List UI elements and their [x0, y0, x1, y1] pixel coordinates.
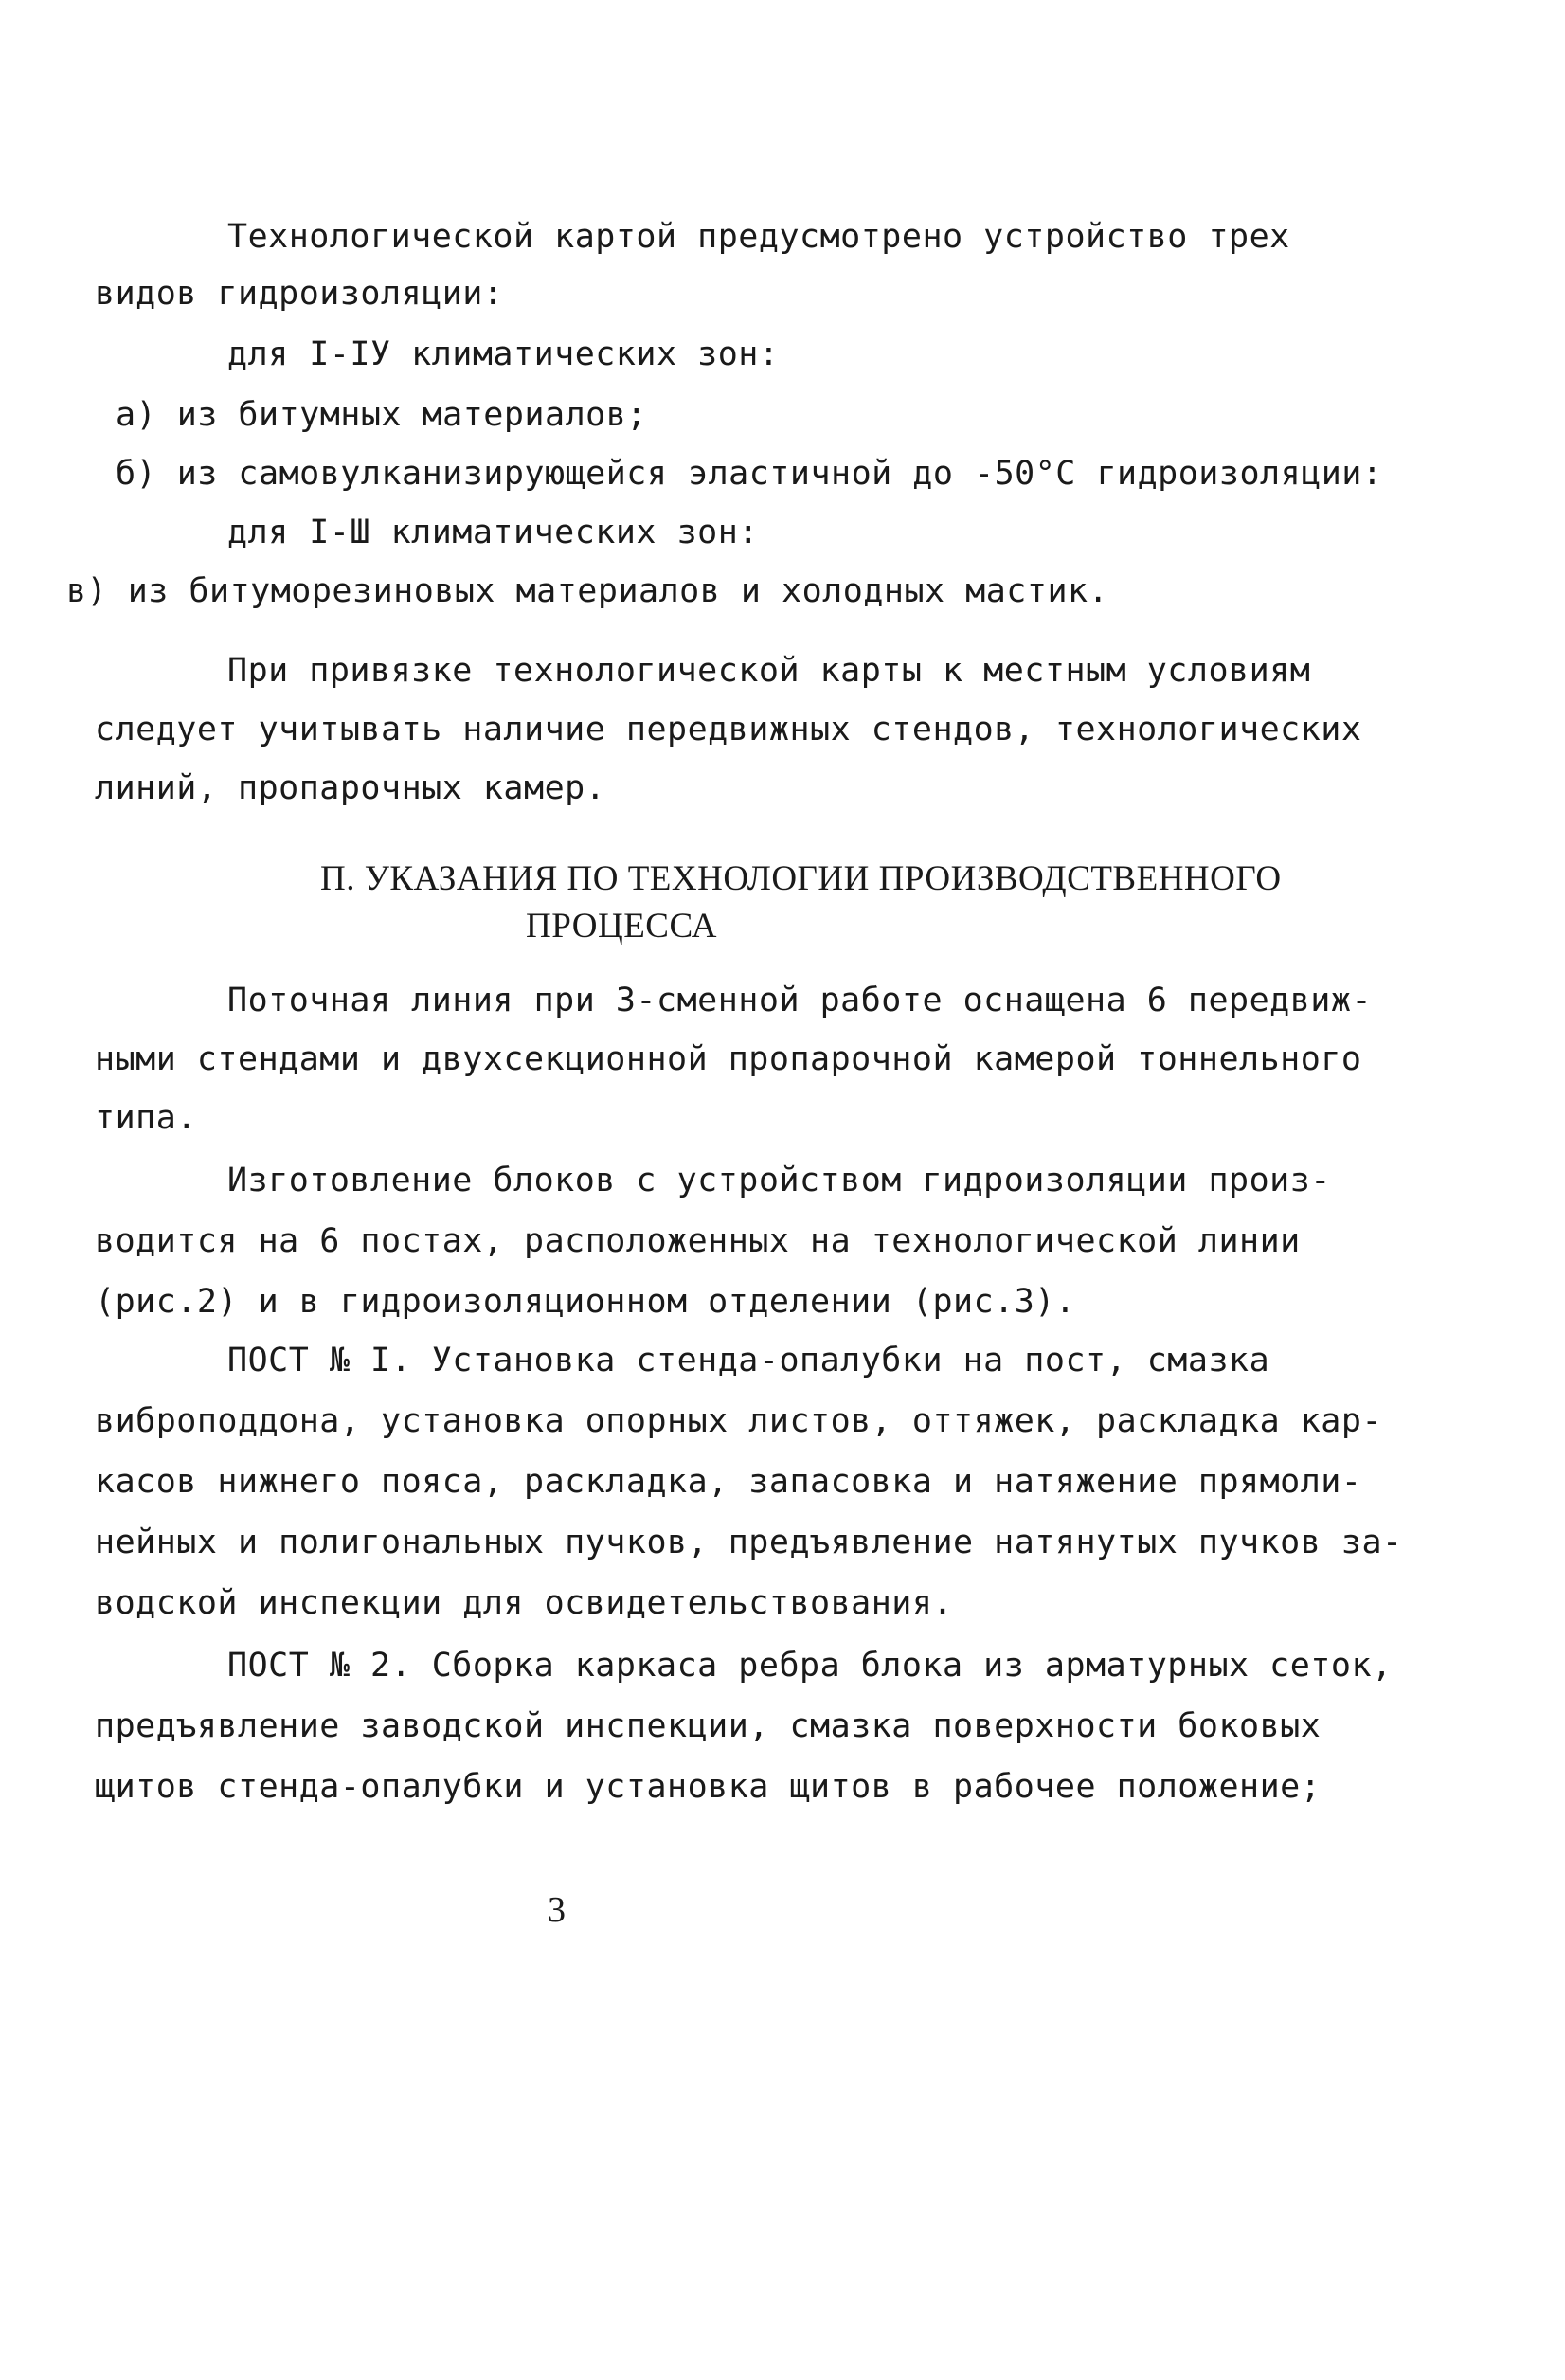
post2-line-2: предъявление заводской инспекции, смазка поверхности боковых [95, 1707, 1322, 1745]
section-heading-line-1: П. УКАЗАНИЯ ПО ТЕХНОЛОГИИ ПРОИЗВОДСТВЕННОГО [320, 859, 1282, 898]
line-para-line-2: ными стендами и двухсекционной пропарочной камерой тоннельного [95, 1040, 1362, 1078]
manufacture-line-3: (рис.2) и в гидроизоляционном отделении (рис.3). [95, 1283, 1076, 1321]
line-para-line-1: Поточная линия при 3-сменной работе оснащена 6 передвиж- [227, 982, 1373, 1019]
binding-line-2: следует учитывать наличие передвижных стендов, технологических [95, 711, 1362, 748]
intro-line-2: видов гидроизоляции: [95, 275, 504, 313]
page-number: 3 [548, 1890, 567, 1930]
binding-line-3: линий, пропарочных камер. [95, 769, 606, 807]
line-para-line-3: типа. [95, 1099, 197, 1137]
list-item-b: б) из самовулканизирующейся эластичной до -50°С гидроизоляции: [116, 455, 1383, 493]
post2-line-3: щитов стенда-опалубки и установка щитов в рабочее положение; [95, 1768, 1322, 1806]
post1-line-3: касов нижнего пояса, раскладка, запасовка и натяжение прямоли- [95, 1463, 1362, 1501]
post2-line-1: ПОСТ № 2. Сборка каркаса ребра блока из арматурных сеток, [227, 1647, 1393, 1685]
list-item-v: в) из битуморезиновых материалов и холодных мастик. [66, 572, 1109, 610]
post1-line-1: ПОСТ № I. Установка стенда-опалубки на пост, смазка [227, 1342, 1270, 1379]
zones-1-3-line: для I-Ш климатических зон: [227, 514, 759, 551]
post1-line-4: нейных и полигональных пучков, предъявление натянутых пучков за- [95, 1524, 1403, 1561]
post1-line-5: водской инспекции для освидетельствования. [95, 1584, 954, 1622]
post1-line-2: виброподдона, установка опорных листов, оттяжек, раскладка кар- [95, 1402, 1383, 1440]
section-heading-line-2: ПРОЦЕССА [526, 907, 718, 946]
manufacture-line-2: водится на 6 постах, расположенных на технологической линии [95, 1222, 1301, 1260]
manufacture-line-1: Изготовление блоков с устройством гидроизоляции произ- [227, 1162, 1331, 1199]
zones-1-4-line: для I-IУ климатических зон: [227, 335, 780, 373]
intro-line-1: Технологической картой предусмотрено устройство трех [227, 218, 1290, 256]
binding-line-1: При привязке технологической карты к местным условиям [227, 652, 1311, 690]
list-item-a: а) из битумных материалов; [116, 396, 647, 434]
